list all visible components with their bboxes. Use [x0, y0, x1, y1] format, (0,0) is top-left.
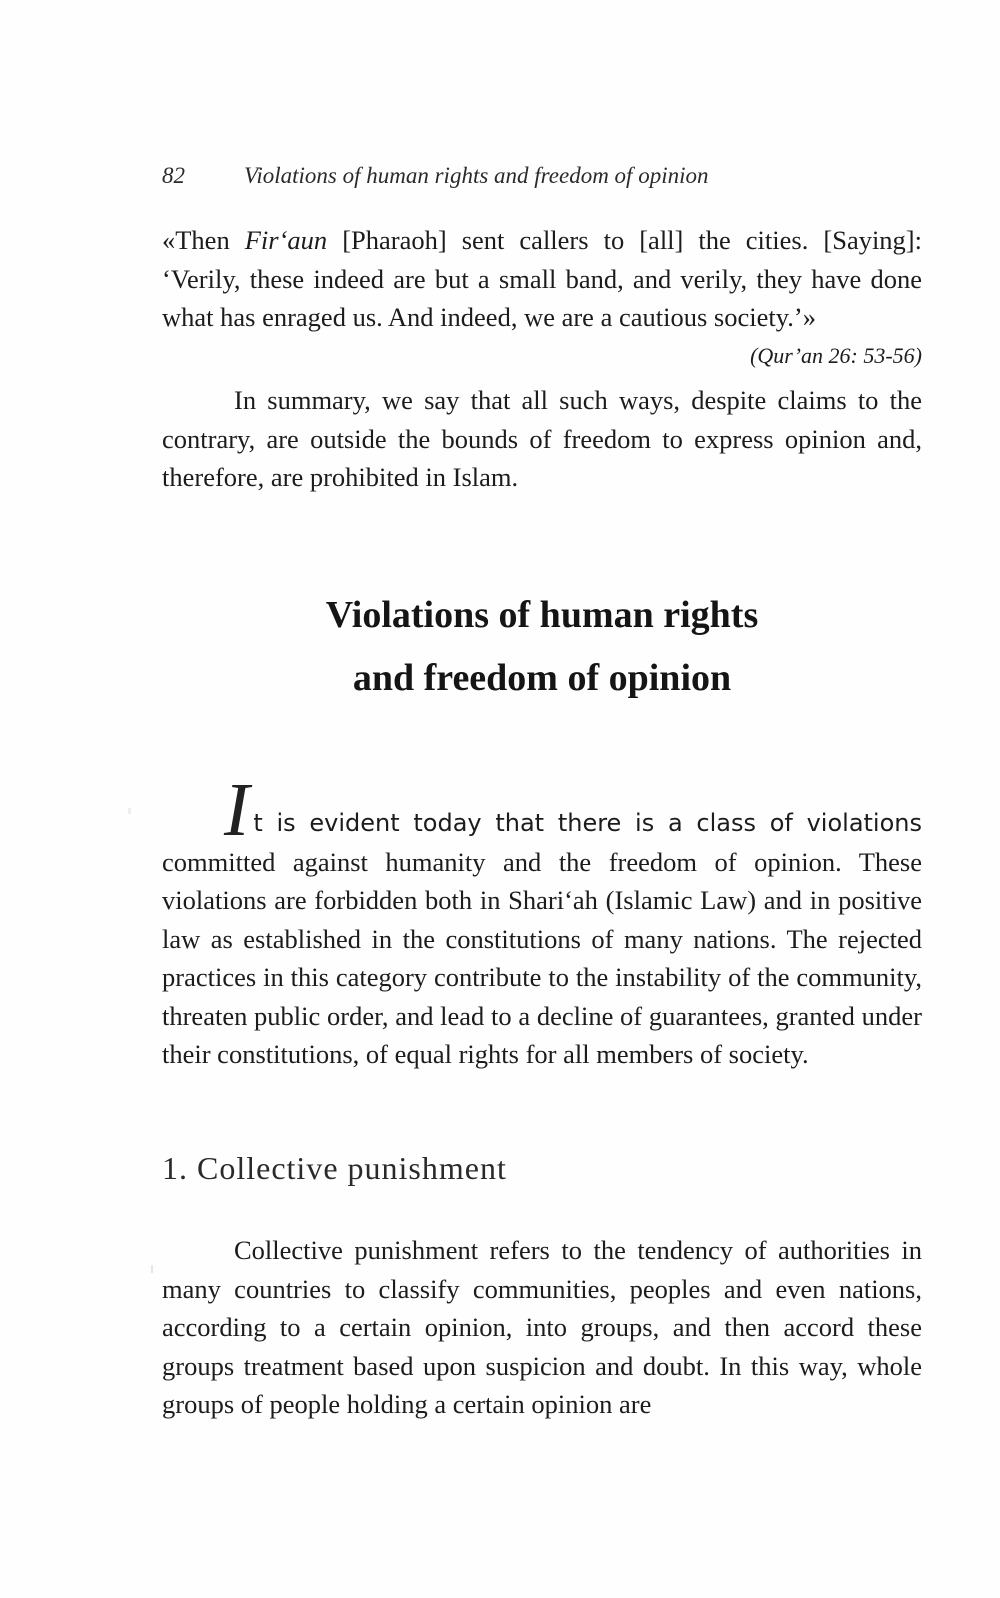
page-number: 82	[162, 163, 185, 188]
chapter-title-line-2: and freedom of opinion	[352, 657, 732, 699]
quran-quote	[162, 221, 922, 375]
scan-speck	[128, 808, 131, 814]
intro-paragraph	[162, 768, 922, 1074]
drop-cap: I	[224, 768, 250, 852]
quote-text-rest: [Pharaoh] sent callers to [all] the cities. [Saying]: ‘Verily, these indeed are but a small band, and verily, they have done what has enraged us. And indeed, we are a cautious society.’	[162, 225, 922, 332]
quote-open-mark: «	[162, 225, 176, 255]
intro-first-words: t is evident today that there is a class of violations	[253, 809, 922, 837]
running-head-title: Violations of human rights and freedom of opinion	[244, 163, 709, 188]
intro-rest: committed against humanity and the freedom of opinion. These violations are forbidden both in Shari‘ah (Islamic Law) and in positive law as established in the constitutions of many nations. The rejected practices in this category contribute to the instability of the community, threaten public order, and lead to a decline of guarantees, granted under their constitutions, of equal rights for all members of society.	[162, 846, 922, 1069]
section-paragraph: Collective punishment refers to the tendency of authorities in many countries to classify communities, peoples and even nations, according to a certain opinion, into groups, and then accord these groups treatment based upon suspicion and doubt. In this way, whole groups of people holding a certain opinion are	[162, 1235, 922, 1419]
chapter-title-line-1: Violations of human rights	[325, 594, 759, 636]
quote-text-start: Then	[175, 225, 245, 255]
summary-paragraph: In summary, we say that all such ways, despite claims to the contrary, are outside the bounds of freedom to express opinion and, therefore, are prohibited in Islam.	[162, 385, 922, 492]
chapter-title	[162, 584, 922, 710]
section-heading: 1. Collective punishment	[162, 1150, 507, 1186]
quote-italic-name: Fir‘aun	[244, 225, 328, 255]
quote-citation: (Qur’an 26: 53-56)	[750, 342, 922, 368]
running-head	[162, 163, 922, 189]
scan-speck	[151, 1265, 153, 1273]
quote-close-mark: »	[802, 302, 816, 332]
